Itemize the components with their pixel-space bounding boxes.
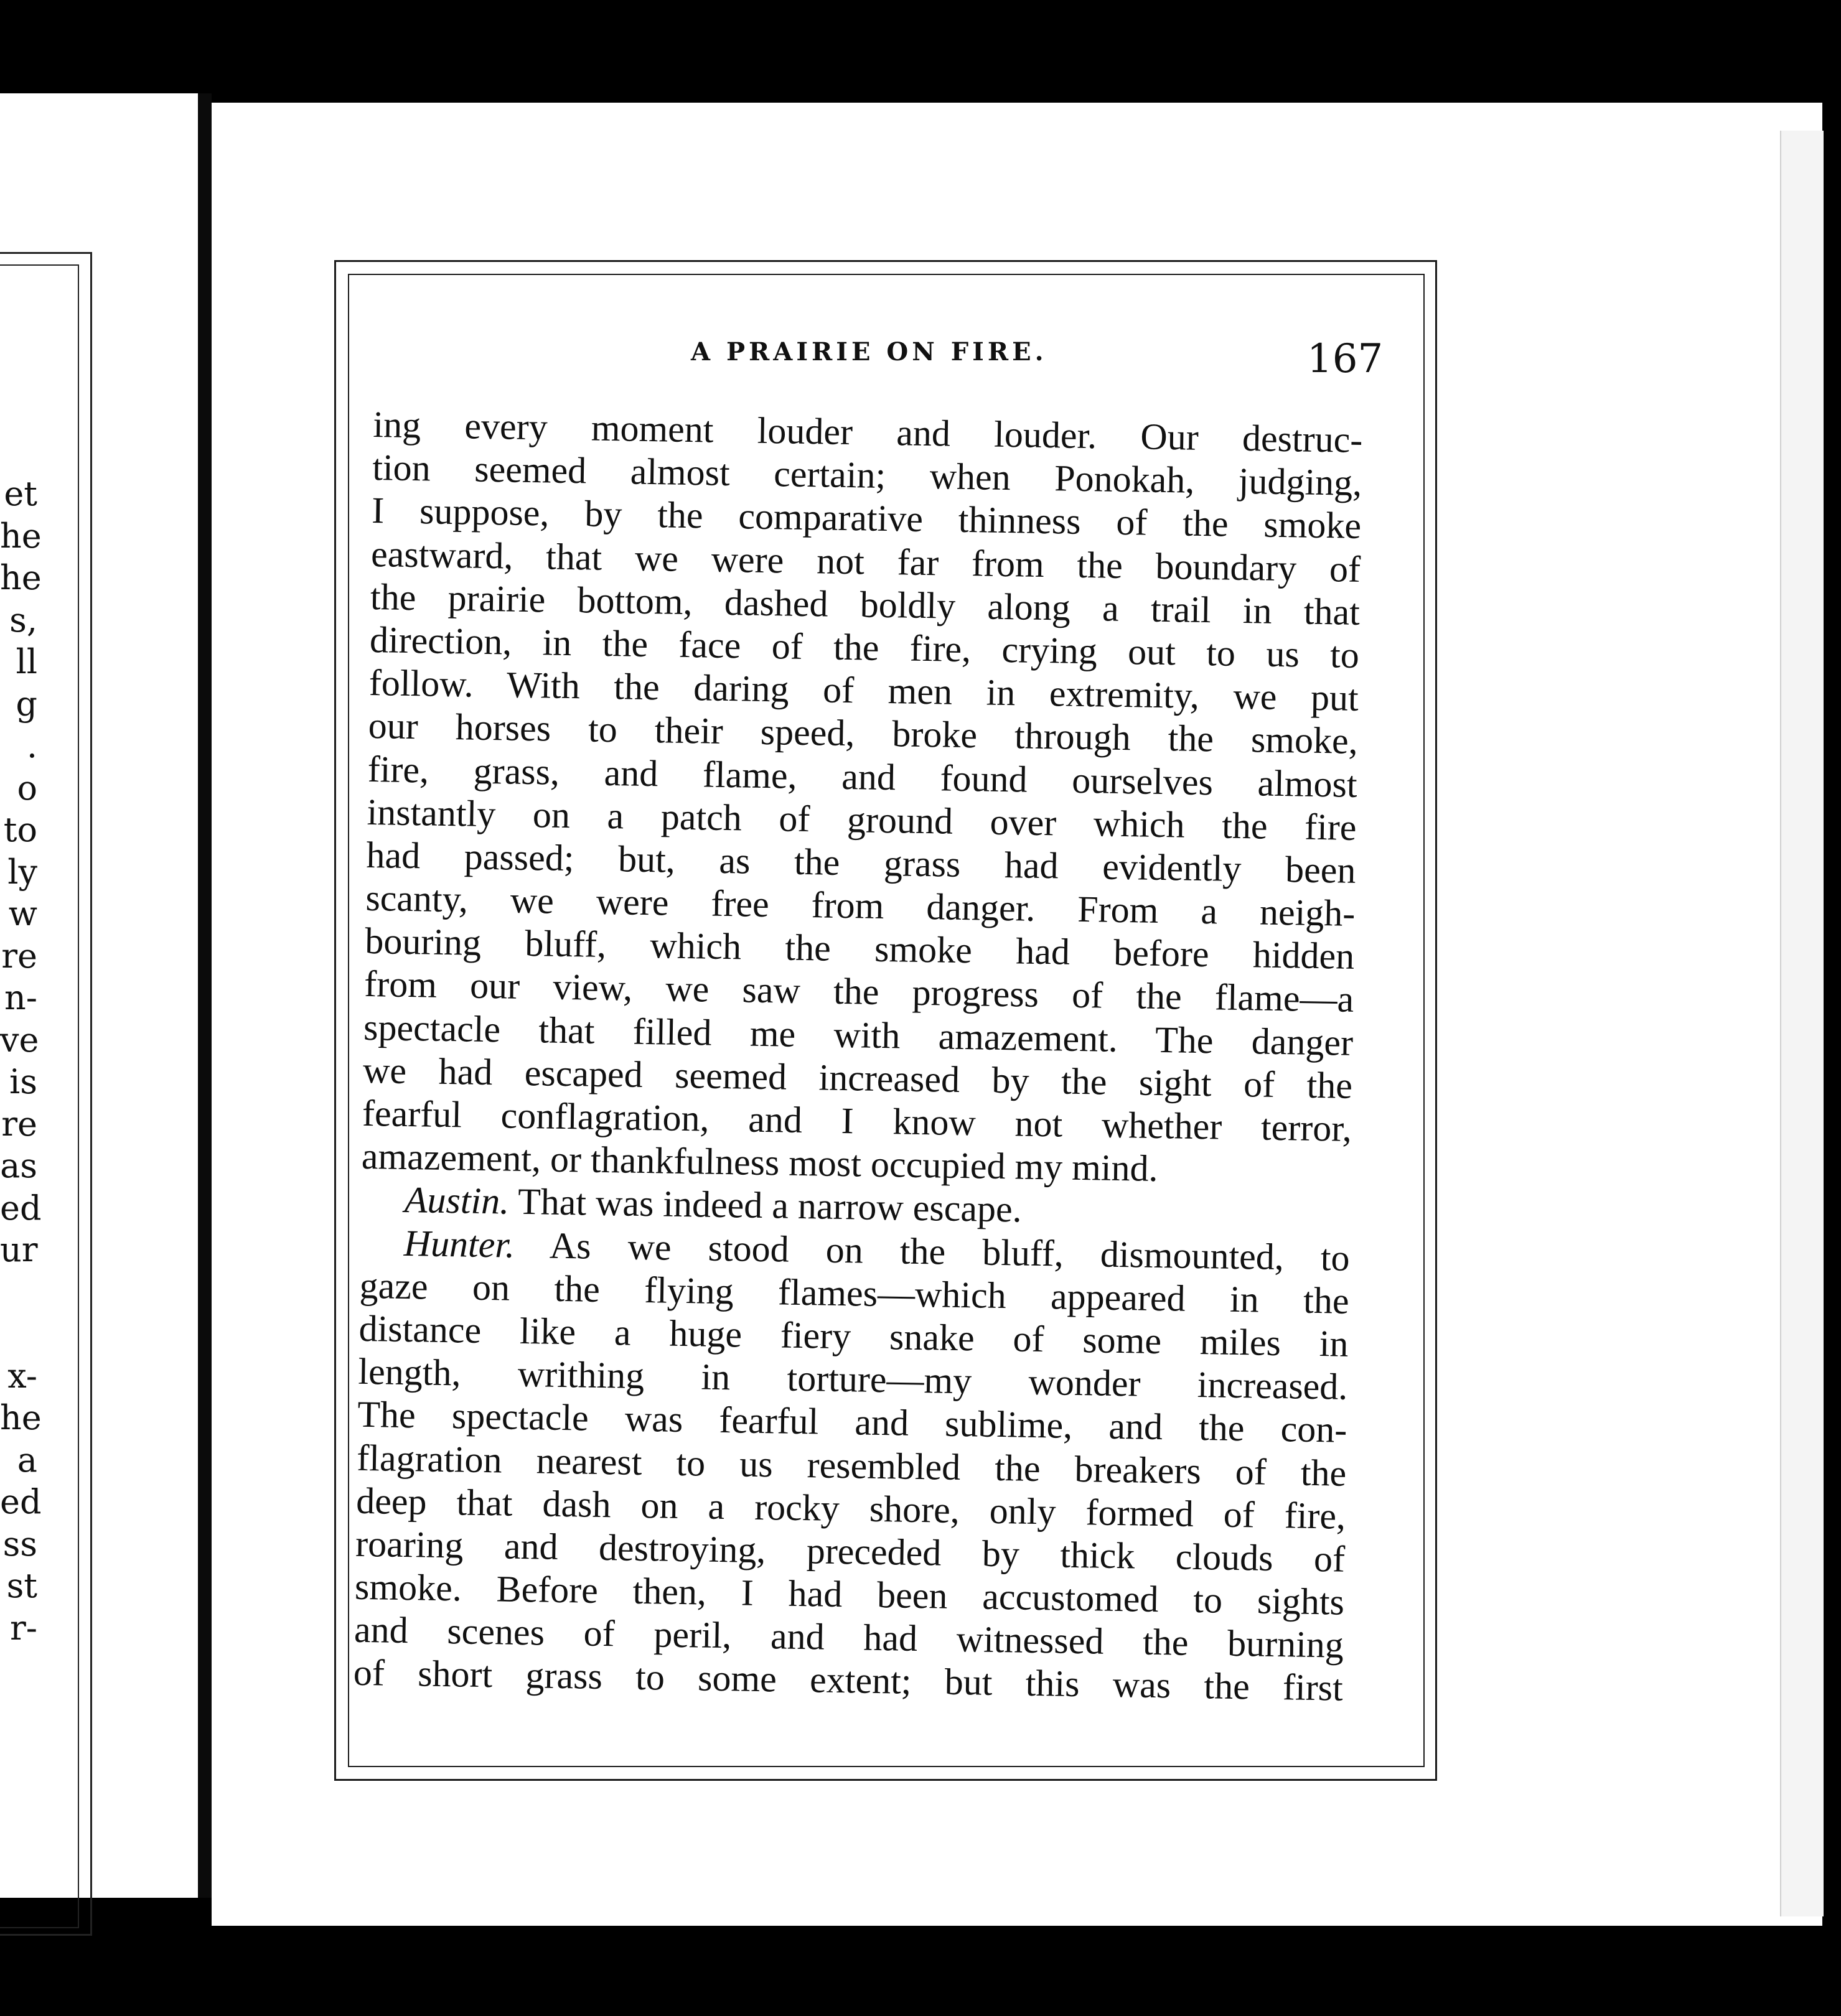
text-line: follow. With the daring of men in extremity, we put	[368, 662, 1359, 719]
facing-page-fragment: he	[0, 516, 42, 556]
facing-page-fragment: .	[26, 726, 37, 765]
facing-page-fragment: ed	[0, 1482, 42, 1521]
body-text	[353, 403, 1362, 1710]
text-line: fire, grass, and flame, and found ourselves almost	[367, 748, 1358, 805]
facing-page-fragment: he	[0, 1398, 42, 1437]
facing-page-fragment	[0, 1313, 37, 1355]
text-line: length, writhing in torture—my wonder increased.	[358, 1350, 1348, 1407]
facing-page-fragment: a	[17, 1440, 37, 1480]
facing-page-fragment: to	[3, 810, 37, 849]
speaker-name: Austin.	[404, 1179, 510, 1222]
text-line: instantly on a patch of ground over which the fire	[367, 791, 1357, 848]
text-line: ing every moment louder and louder. Our destruc-	[372, 403, 1363, 460]
text-line: bouring bluff, which the smoke had before hidden	[364, 920, 1355, 978]
facing-page-fragment: r-	[9, 1608, 37, 1648]
text-line: and scenes of peril, and had witnessed the burning	[354, 1609, 1344, 1666]
book-gutter	[198, 93, 212, 1898]
text-line: roaring and destroying, preceded by thick clouds of	[355, 1523, 1346, 1580]
text-line: we had escaped seemed increased by the sight of the	[362, 1049, 1353, 1106]
facing-page-fragment: n-	[4, 978, 37, 1017]
running-head: A PRAIRIE ON FIRE.	[691, 337, 1047, 366]
facing-page-fragment: re	[1, 1104, 37, 1144]
text-line: the prairie bottom, dashed boldly along a trail in that	[370, 576, 1361, 633]
text-line: distance like a huge fiery snake of some miles in	[358, 1307, 1349, 1365]
text-line: our horses to their speed, broke through the smoke,	[368, 705, 1359, 762]
facing-page-fragment: s,	[9, 600, 37, 640]
dialogue-text: As we stood on the bluff, dismounted, to	[514, 1224, 1351, 1279]
text-line: fearful conflagration, and I know not whether terror,	[362, 1092, 1352, 1149]
facing-page	[0, 93, 198, 1898]
dialogue-text: That was indeed a narrow escape.	[508, 1180, 1023, 1230]
facing-page-fragment: he	[0, 558, 42, 597]
text-line: from our view, we saw the progress of the flame—a	[363, 963, 1354, 1020]
facing-page-fragment: et	[4, 474, 37, 513]
facing-page-fragment: w	[8, 894, 37, 933]
text-line: smoke. Before then, I had been accustomed to sights	[354, 1566, 1345, 1623]
text-line: eastward, that we were not far from the boundary of	[370, 533, 1361, 590]
text-line: spectacle that filled me with amazement. The danger	[363, 1006, 1354, 1063]
facing-page-fragment: ur	[0, 1230, 38, 1269]
facing-page-fragment: st	[6, 1566, 37, 1605]
page-number: 167	[1307, 336, 1384, 382]
text-line: deep that dash on a rocky shore, only formed of fire,	[355, 1480, 1346, 1537]
text-line: flagration nearest to us resembled the breakers of the	[356, 1437, 1347, 1494]
text-line: direction, in the face of the fire, crying out to us to	[369, 618, 1360, 676]
text-line: I suppose, by the comparative thinness of the smoke	[371, 490, 1362, 547]
text-line: tion seemed almost certain; when Ponokah, judging,	[372, 447, 1362, 504]
text-line: amazement, or thankfulness most occupied my mind.	[361, 1136, 1159, 1190]
text-line: gaze on the flying flames—which appeared in the	[359, 1264, 1350, 1322]
facing-page-text-fragments	[0, 473, 42, 1649]
facing-page-fragment: ll	[16, 642, 37, 681]
text-line: The spectacle was fearful and sublime, and the con-	[357, 1394, 1347, 1451]
facing-page-fragment: ly	[7, 852, 37, 892]
text-line: of short grass to some extent; but this was the first	[353, 1652, 1344, 1709]
facing-page-fragment: re	[1, 936, 37, 976]
facing-page-fragment: ss	[2, 1524, 37, 1564]
facing-page-fragment: is	[9, 1062, 37, 1101]
facing-page-fragment: x-	[7, 1356, 37, 1396]
facing-page-fragment: ed	[0, 1188, 42, 1228]
facing-page-fragment: ve	[0, 1020, 39, 1060]
facing-page-fragment: g	[16, 684, 37, 724]
text-line: had passed; but, as the grass had evidently been	[366, 834, 1356, 891]
facing-page-fragment: o	[17, 768, 37, 808]
page-edges	[1780, 131, 1824, 1916]
facing-page-fragment	[0, 1271, 37, 1314]
speaker-name: Hunter.	[403, 1222, 515, 1266]
facing-page-fragment: as	[0, 1146, 37, 1185]
text-line: scanty, we were free from danger. From a neigh-	[365, 877, 1356, 934]
